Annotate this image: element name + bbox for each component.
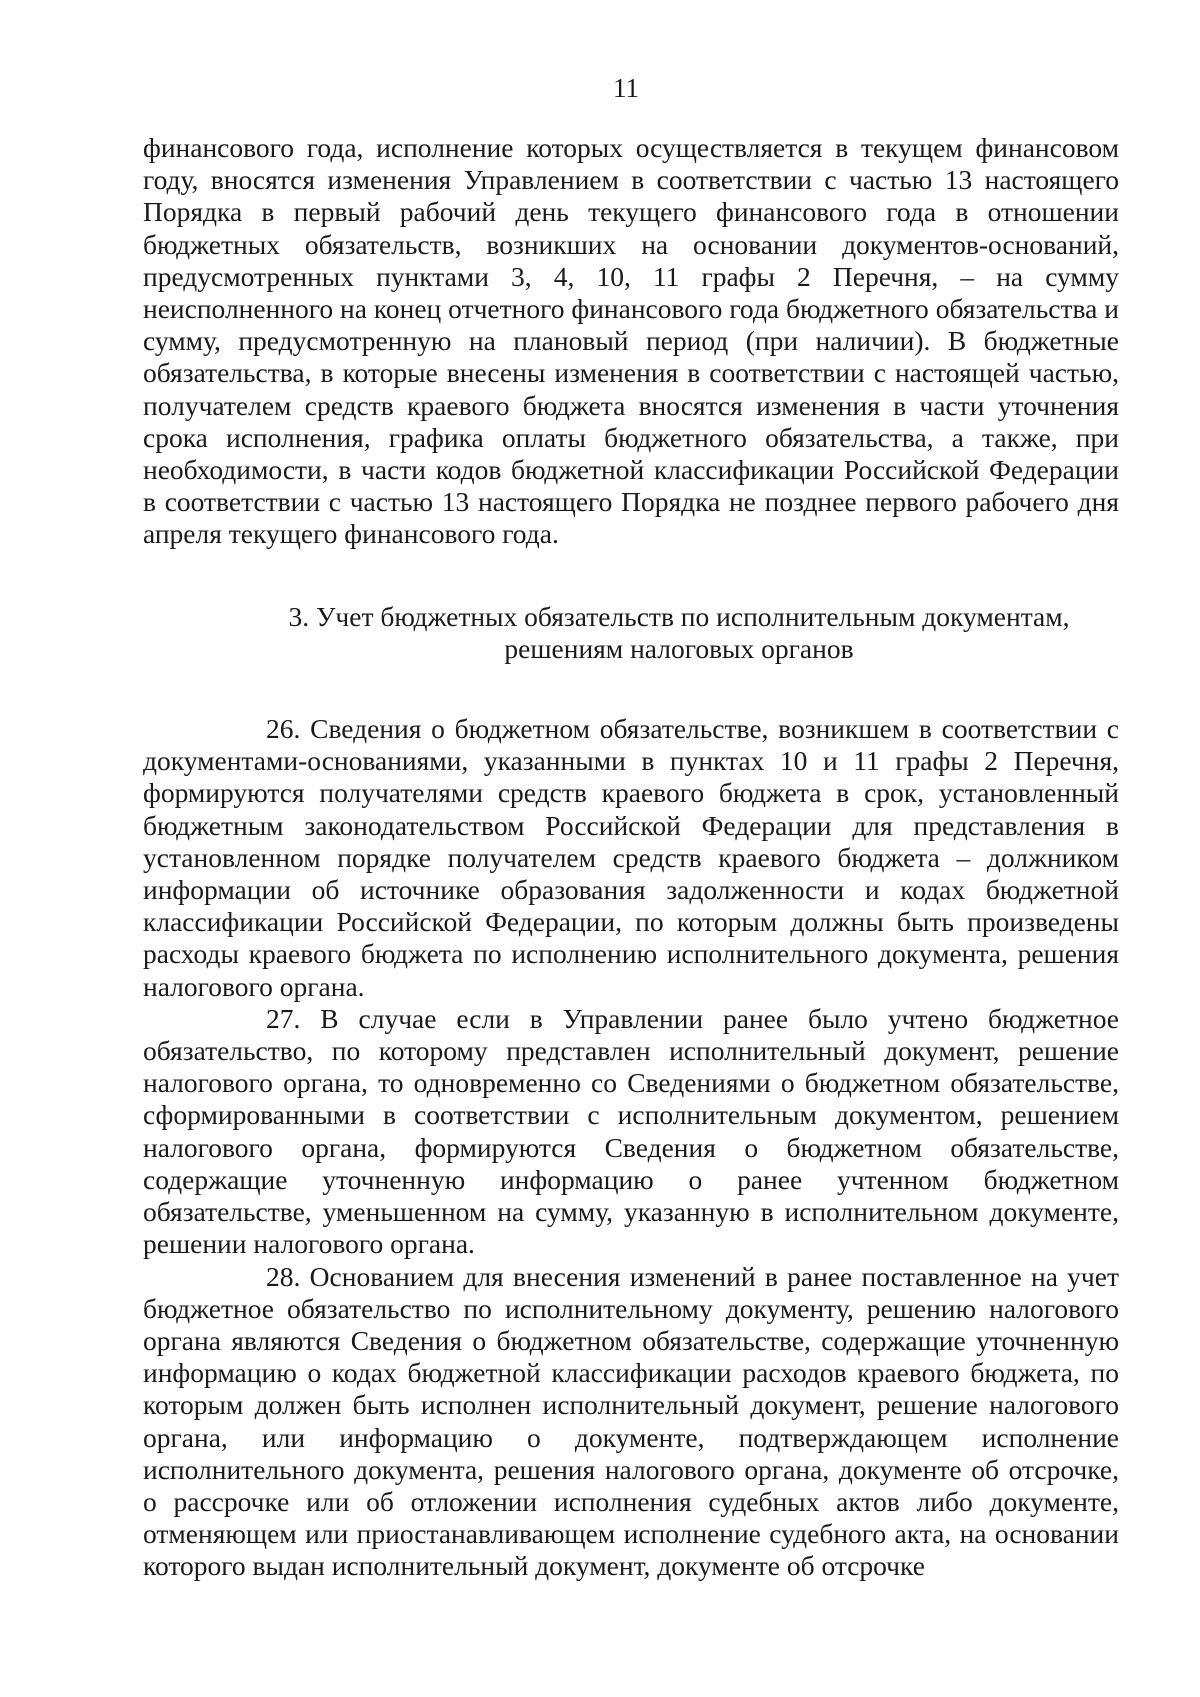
section-heading xyxy=(143,601,1119,665)
document-body xyxy=(143,132,1119,1583)
section-heading-line-2: решениям налоговых органов xyxy=(504,632,854,664)
section-heading-line-1: 3. Учет бюджетных обязательств по исполнительным документам, xyxy=(288,600,1070,632)
paragraph-26: 26. Сведения о бюджетном обязательстве, возникшем в соответствии с документами-основаниями, указанными в пунктах 10 и 11 графы 2 Перечня, формируются получателями средств краевого бюджета в срок, установленный бюджетным законодательством Российской Федерации для представления в установленном порядке получателем средств краевого бюджета – должником информации об источнике образования задолженности и кодах бюджетной классификации Российской Федерации, по которым должны быть произведены расходы краевого бюджета по исполнению исполнительного документа, решения налогового органа. xyxy=(143,713,1119,1002)
paragraph-continued: финансового года, исполнение которых осуществляется в текущем финансовом году, вносятся изменения Управлением в соответствии с частью 13 настоящего Порядка в первый рабочий день текущего финансового года в отношении бюджетных обязательств, возникших на основании документов-оснований, предусмотренных пунктами 3, 4, 10, 11 графы 2 Перечня, – на сумму неисполненного на конец отчетного финансового года бюджетного обязательства и сумму, предусмотренную на плановый период (при наличии). В бюджетные обязательства, в которые внесены изменения в соответствии с настоящей частью, получателем средств краевого бюджета вносятся изменения в части уточнения срока исполнения, графика оплаты бюджетного обязательства, а также, при необходимости, в части кодов бюджетной классификации Российской Федерации в соответствии с частью 13 настоящего Порядка не позднее первого рабочего дня апреля текущего финансового года. xyxy=(143,132,1119,550)
paragraph-28: 28. Основанием для внесения изменений в ранее поставленное на учет бюджетное обязательство по исполнительному документу, решению налогового органа являются Сведения о бюджетном обязательстве, содержащие уточненную информацию о кодах бюджетной классификации расходов краевого бюджета, по которым должен быть исполнен исполнительный документ, решение налогового органа, или информацию о документе, подтверждающем исполнение исполнительного документа, решения налогового органа, документе об отсрочке, о рассрочке или об отложении исполнения судебных актов либо документе, отменяющем или приостанавливающем исполнение судебного акта, на основании которого выдан исполнительный документ, документе об отсрочке xyxy=(143,1260,1119,1582)
paragraph-27: 27. В случае если в Управлении ранее было учтено бюджетное обязательство, по которому представлен исполнительный документ, решение налогового органа, то одновременно со Сведениями о бюджетном обязательстве, сформированными в соответствии с исполнительным документом, решением налогового органа, формируются Сведения о бюджетном обязательстве, содержащие уточненную информацию о ранее учтенном бюджетном обязательстве, уменьшенном на сумму, указанную в исполнительном документе, решении налогового органа. xyxy=(143,1002,1119,1260)
page-number: 11 xyxy=(613,73,639,103)
